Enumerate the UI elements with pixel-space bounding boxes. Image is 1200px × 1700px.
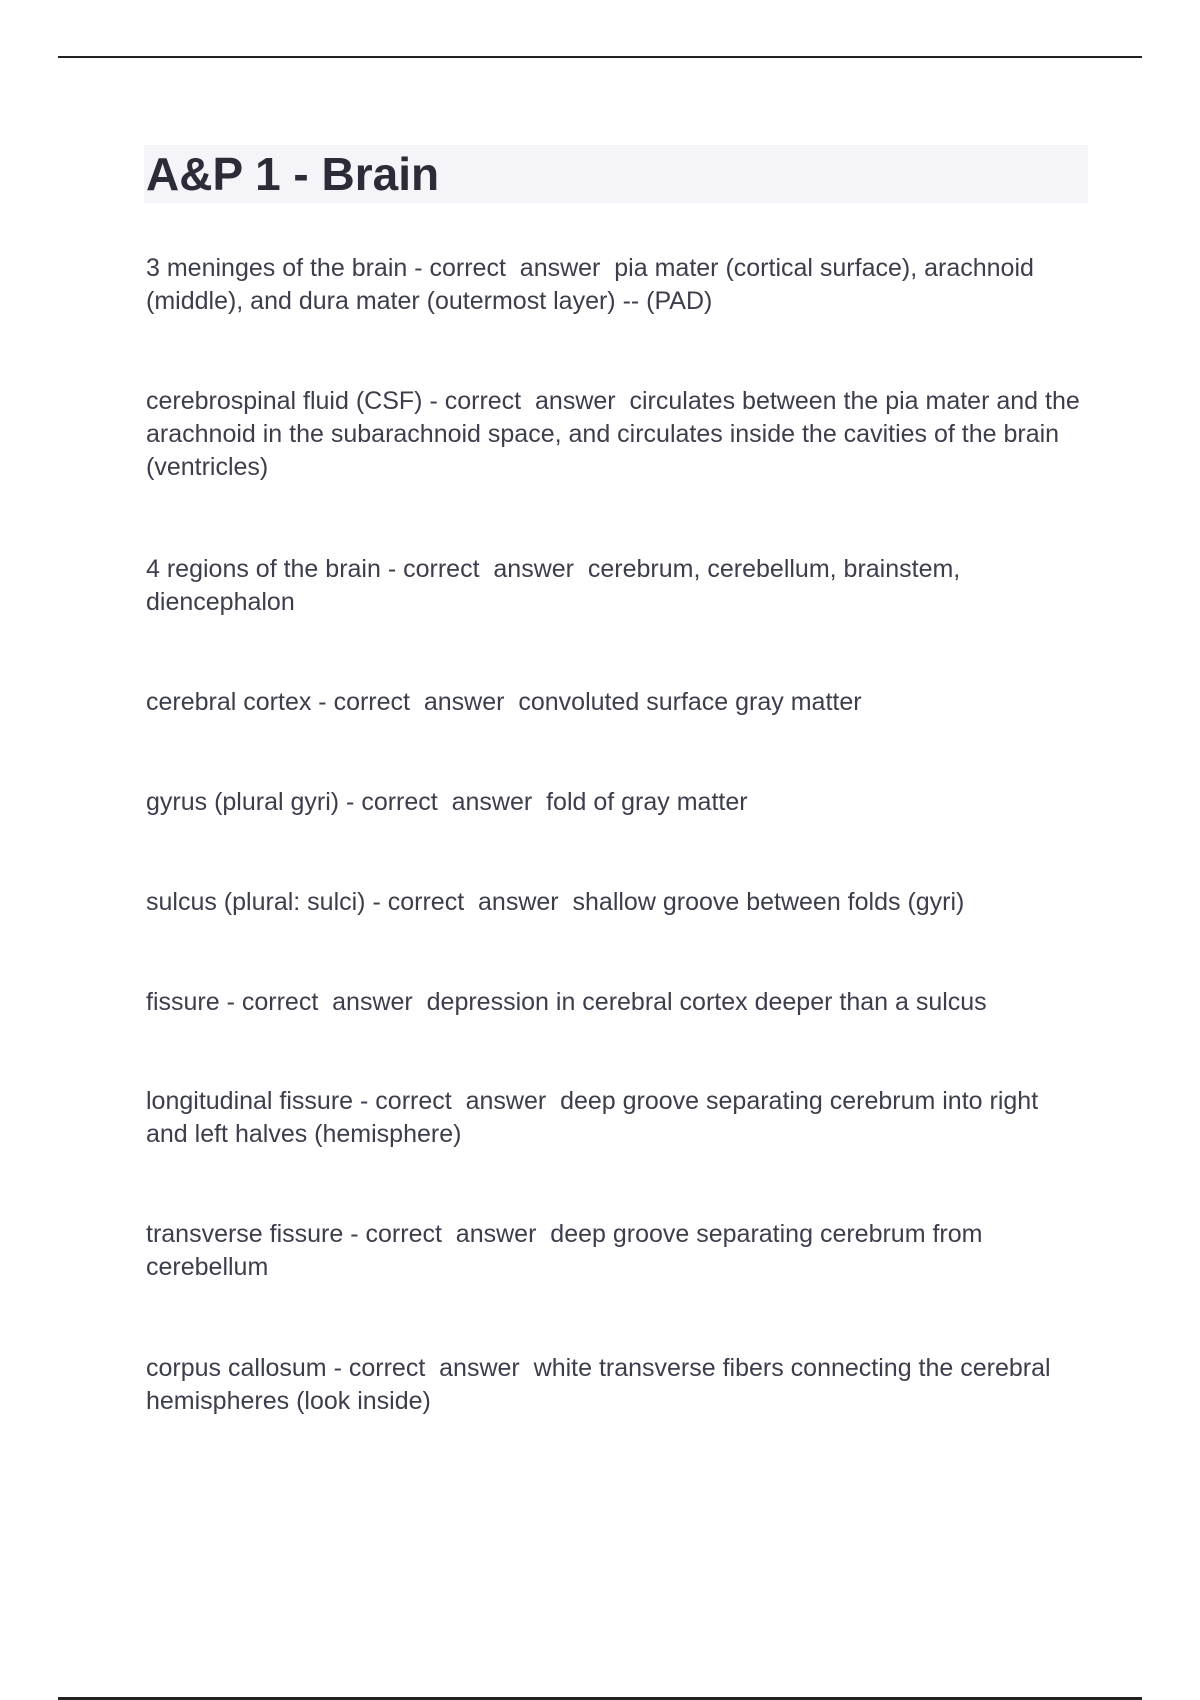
entry-item bbox=[146, 1218, 1086, 1284]
entry-separator: - correct answer bbox=[422, 387, 630, 415]
entry-separator: - correct answer bbox=[407, 254, 615, 282]
entry-answer: fold of gray matter bbox=[546, 788, 748, 816]
entry-answer: shallow groove between folds (gyri) bbox=[572, 888, 965, 916]
entry-item bbox=[146, 553, 1086, 619]
entry-item bbox=[146, 1085, 1086, 1151]
page-title: A&P 1 - Brain bbox=[146, 148, 440, 200]
entry-separator: - correct answer bbox=[365, 888, 573, 916]
entry-separator: - correct answer bbox=[353, 1087, 561, 1115]
entry-term: gyrus (plural gyri) bbox=[146, 788, 340, 816]
entry-answer: white transverse fibers connecting the cerebral hemispheres (look inside) bbox=[146, 1354, 1051, 1415]
entry-separator: - correct answer bbox=[343, 1220, 551, 1248]
entry-item bbox=[146, 252, 1086, 318]
entry-item bbox=[146, 385, 1086, 484]
entry-answer: depression in cerebral cortex deeper than a sulcus bbox=[426, 988, 987, 1016]
entry-answer: convoluted surface gray matter bbox=[518, 688, 862, 716]
entry-term: corpus callosum bbox=[146, 1354, 327, 1382]
entry-answer: pia mater (cortical surface), arachnoid (middle), and dura mater (outermost layer) -- (PAD) bbox=[146, 254, 1034, 315]
entry-separator: - correct answer bbox=[311, 688, 519, 716]
entry-term: 3 meninges of the brain bbox=[146, 254, 408, 282]
top-rule bbox=[58, 56, 1142, 58]
entry-term: cerebral cortex bbox=[146, 688, 312, 716]
entry-separator: - correct answer bbox=[219, 988, 427, 1016]
entry-separator: - correct answer bbox=[380, 555, 588, 583]
entry-item bbox=[146, 886, 1086, 919]
entry-term: cerebrospinal fluid (CSF) bbox=[146, 387, 423, 415]
entry-item bbox=[146, 686, 1086, 719]
entry-answer: deep groove separating cerebrum into right and left halves (hemisphere) bbox=[146, 1087, 1039, 1148]
entry-item bbox=[146, 986, 1086, 1019]
entry-item bbox=[146, 1352, 1086, 1418]
entry-term: transverse fissure bbox=[146, 1220, 344, 1248]
entry-answer: cerebrum, cerebellum, brainstem, diencephalon bbox=[146, 555, 961, 616]
entry-term: longitudinal fissure bbox=[146, 1087, 354, 1115]
entry-term: 4 regions of the brain bbox=[146, 555, 381, 583]
entry-answer: deep groove separating cerebrum from cerebellum bbox=[146, 1220, 983, 1281]
entry-term: fissure bbox=[146, 988, 220, 1016]
entry-answer: circulates between the pia mater and the arachnoid in the subarachnoid space, and circulates inside the cavities of the brain (ventricles) bbox=[146, 387, 1080, 481]
entry-term: sulcus (plural: sulci) bbox=[146, 888, 366, 916]
entry-separator: - correct answer bbox=[326, 1354, 534, 1382]
entry-separator: - correct answer bbox=[339, 788, 547, 816]
entry-item bbox=[146, 786, 1086, 819]
